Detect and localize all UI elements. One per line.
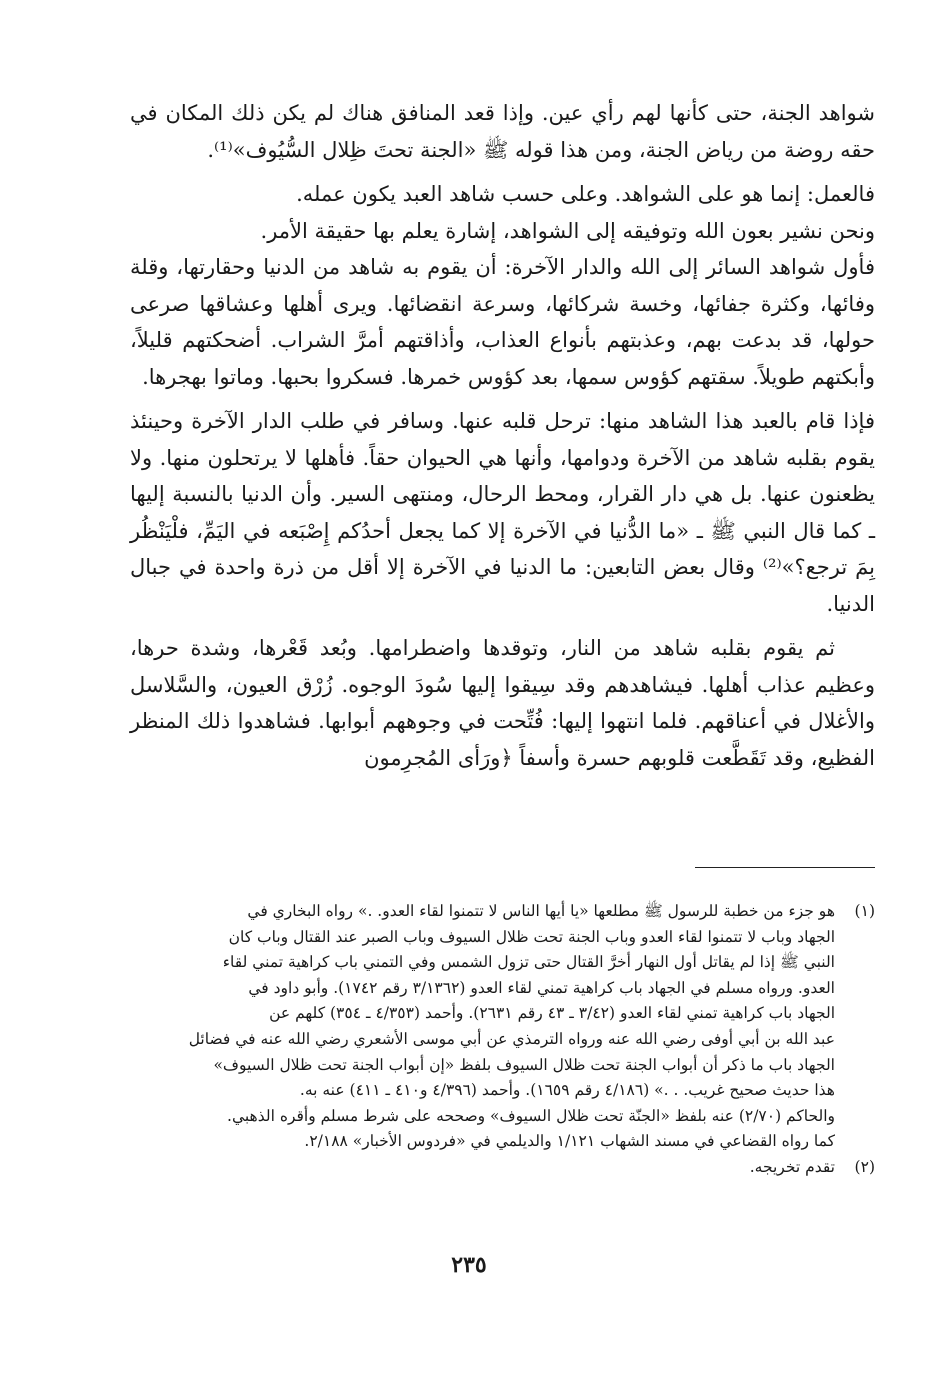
main-text bbox=[130, 95, 875, 776]
paragraph: شواهد الجنة، حتى كأنها لهم رأي عين. وإذا قعد المنافق هناك لم يكن ذلك المكان في حقه روضة من رياض الجنة، ومن هذا قوله ﷺ «الجنة تحتَ ظِلال السُّيُوف»⁽¹⁾. bbox=[130, 101, 875, 162]
footnote-number: (١) bbox=[854, 902, 875, 920]
footnote-text bbox=[130, 1155, 835, 1181]
paragraph: فالعمل: إنما هو على الشواهد. وعلى حسب شاهد العبد يكون عمله. bbox=[296, 182, 875, 206]
footnote-line: عبد الله بن أبي أوفى رضي الله عنه ورواه الترمذي عن أبي موسى الأشعري رضي الله عنه في فضائل bbox=[188, 1029, 835, 1048]
footnote-line: تقدم تخريجه. bbox=[749, 1157, 835, 1176]
footnote-line: كما رواه القضاعي في مسند الشهاب ١/١٢١ والديلمي في «فردوس الأخبار» ٢/١٨٨. bbox=[304, 1132, 835, 1151]
footnote bbox=[130, 899, 875, 1155]
footnote-line: هذا حديث صحيح غريب. . .» (٤/١٨٦ رقم ١٦٥٩). وأحمد (٤/٣٩٦ و٤١٠ ـ ٤١١) عنه به. bbox=[299, 1081, 835, 1100]
paragraph: ونحن نشير بعون الله وتوفيقه إلى الشواهد، إشارة يعلم بها حقيقة الأمر. bbox=[260, 218, 875, 243]
footnote-text bbox=[130, 899, 835, 1155]
page-number: ٢٣٥ bbox=[451, 1252, 487, 1278]
footnote-number: (٢) bbox=[854, 1157, 875, 1176]
footnote-line: والحاكم (٢/٧٠) عنه بلفظ «الجنّة تحت ظلال السيوف» وصححه على شرط مسلم وأقره الذهبي. bbox=[227, 1106, 835, 1125]
paragraph: فأول شواهد السائر إلى الله والدار الآخرة: أن يقوم به شاهد من الدنيا وحقارتها، وقلة وفائها، وكثرة جفائها، وخسة شركائها، وسرعة انقضائها. ويرى أهلها وعشاقها صرعى حولها، قد بدعت بهم، وعذبتهم بأنواع العذاب، وأذاقتهم أمرَّ الشراب. أضحكتهم قليلاً، وأبكتهم طويلاً. سقتهم كؤوس سمها، بعد كؤوس خمرها. فسكروا بحبها. وماتوا بهجرها. bbox=[130, 255, 875, 389]
footnote bbox=[130, 1155, 875, 1181]
footnote-line: العدو. ورواه مسلم في الجهاد باب كراهية تمني لقاء العدو (٣/١٣٦٢ رقم ١٧٤٢). وأبو داود في bbox=[248, 978, 835, 997]
footnote-line: الجهاد باب ما ذكر أن أبواب الجنة تحت ظلال السيوف بلفظ «إن أبواب الجنة تحت ظلال السيوف» bbox=[213, 1055, 835, 1074]
footnote-line: النبي ﷺ إذا لم يقاتل أول النهار أخرَّ القتال حتى تزول الشمس وفي التمني باب كراهية تمني لقاء bbox=[222, 953, 835, 972]
footnotes bbox=[130, 899, 875, 1181]
footnote-divider bbox=[695, 867, 875, 868]
footnote-line: الجهاد باب كراهية تمني لقاء العدو (٣/٤٢ ـ ٤٣ رقم ٢٦٣١). وأحمد (٤/٣٥٣ ـ ٣٥٤) كلهم عن bbox=[269, 1004, 835, 1023]
footnote-line: هو جزء من خطبة للرسول ﷺ مطلعها «يا أيها الناس لا تتمنوا لقاء العدو. .» رواه البخاري في bbox=[247, 902, 835, 920]
paragraph: فإذا قام بالعبد هذا الشاهد منها: ترحل قلبه عنها. وسافر في طلب الدار الآخرة وحينئذ يقوم بقلبه شاهد من الآخرة ودوامها، وأنها هي الحيوان حقاً. فأهلها لا يرتحلون منها. ولا يظعنون عنها. بل هي دار القرار، ومحط الرحال، ومنتهى السير. وأن الدنيا بالنسبة إليها ـ كما قال النبي ﷺ ـ «ما الدُّنيا في الآخرة إلا كما يجعل أحدُكم إِصْبَعه في اليَمِّ، فلْيَنْظُر بِمَ ترجع؟»⁽²⁾ وقال بعض التابعين: ما الدنيا في الآخرة إلا أقل من ذرة واحدة في جبال الدنيا. bbox=[130, 409, 875, 616]
footnote-line: الجهاد وباب لا تتمنوا لقاء العدو وباب الجنة تحت ظلال السيوف وباب الصبر عند القتال وباب كان bbox=[228, 927, 835, 946]
paragraph: ثم يقوم بقلبه شاهد من النار، وتوقدها واضطرامها. وبُعد قَعْرها، وشدة حرها، وعظيم عذاب أهلها. فيشاهدهم وقد سِيقوا إليها سُودَ الوجوه. زُرْق العيون، والسَّلاسل والأغلال في أعناقهم. فلما انتهوا إليها: فُتِّحت في وجوههم أبوابها. فشاهدوا ذلك المنظر الفظيع، وقد تَقَطَّعت قلوبهم حسرة وأسفاً ﴿ورَأى المُجرِمون bbox=[130, 636, 875, 770]
